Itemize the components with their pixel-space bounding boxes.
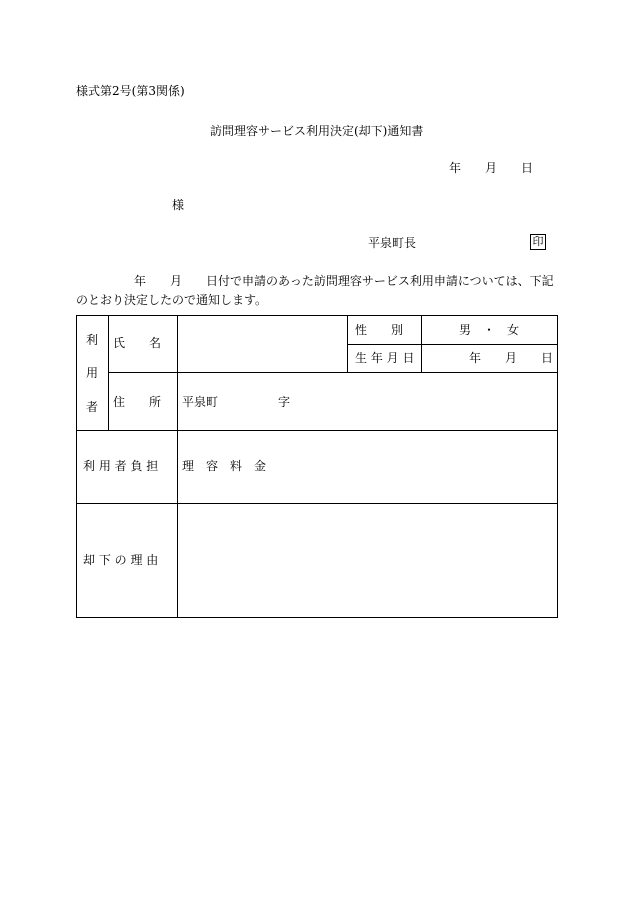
divider-user-header xyxy=(108,315,109,430)
divider-label-column xyxy=(177,315,178,618)
user-header-char-3: 者 xyxy=(85,400,98,414)
table-border-bottom xyxy=(76,617,558,618)
divider-name-gender xyxy=(347,315,348,373)
burden-value: 理 容 料 金 xyxy=(182,459,267,473)
user-header-char-2: 用 xyxy=(85,366,98,380)
body-text-line2: のとおり決定したので通知します。 xyxy=(76,293,268,307)
table-border-left xyxy=(76,315,77,618)
gender-options: 男 ・ 女 xyxy=(459,323,520,337)
user-header-char-1: 利 xyxy=(85,333,98,347)
address-label: 住 所 xyxy=(113,395,162,409)
gender-label: 性 別 xyxy=(355,323,404,337)
notice-form-table xyxy=(76,315,558,618)
divider-gender-birth xyxy=(347,344,558,345)
issue-date: 年 月 日 xyxy=(449,161,534,175)
burden-label: 利 用 者 負 担 xyxy=(83,459,159,473)
page-title: 訪問理容サービス利用決定(却下)通知書 xyxy=(210,124,424,138)
body-text-line1: 年 月 日付で申請のあった訪問理容サービス利用申請については、下記 xyxy=(134,274,554,288)
table-border-right xyxy=(557,315,558,618)
form-number: 様式第2号(第3関係) xyxy=(76,84,185,98)
address-value: 平泉町 字 xyxy=(182,395,291,409)
birth-date-value: 年 月 日 xyxy=(469,351,554,365)
birth-date-label: 生 年 月 日 xyxy=(355,351,415,365)
issuer-name: 平泉町長 xyxy=(368,236,417,250)
table-border-top xyxy=(76,315,558,316)
addressee-suffix: 様 xyxy=(172,198,185,212)
name-label: 氏 名 xyxy=(113,336,162,350)
divider-name-address xyxy=(108,372,558,373)
rejection-reason-label: 却 下 の 理 由 xyxy=(83,553,159,567)
divider-gender-value xyxy=(421,315,422,373)
divider-burden-reason xyxy=(76,503,558,504)
divider-user-burden xyxy=(76,430,558,431)
seal-mark: 印 xyxy=(530,234,546,250)
